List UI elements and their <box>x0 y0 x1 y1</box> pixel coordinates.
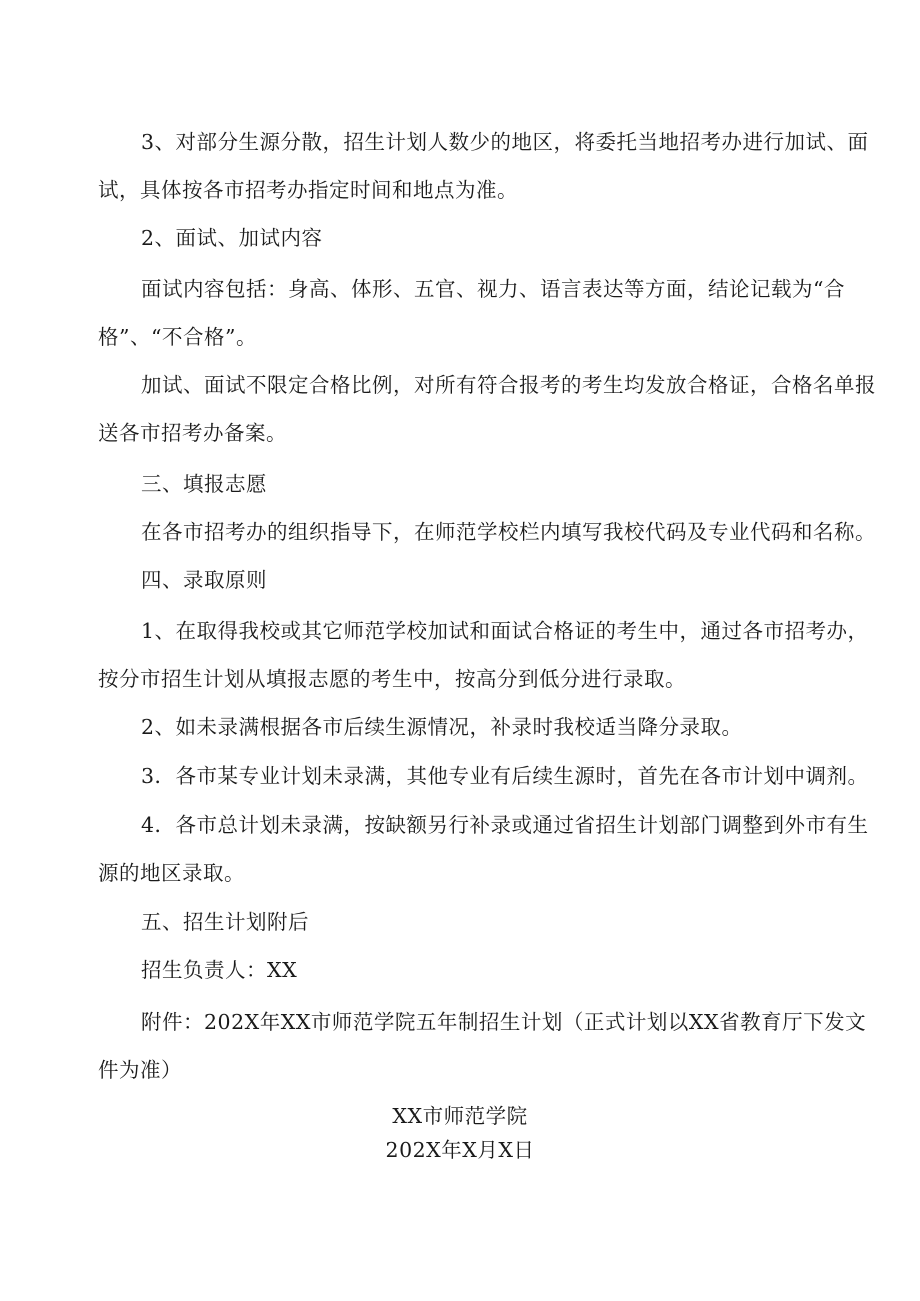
heading-enrollment-plan: 五、招生计划附后 <box>141 910 309 934</box>
paragraph-interview-local-arrangement: 3、对部分生源分散，招生计划人数少的地区，将委托当地招考办进行加试、面试，具体按各市招考办指定时间和地点为准。 <box>98 130 869 202</box>
paragraph-interview-items: 面试内容包括：身高、体形、五官、视力、语言表达等方面，结论记载为“合格”、“不合格”。 <box>98 277 845 349</box>
heading-admission-principles: 四、录取原则 <box>141 568 267 592</box>
heading-fill-application: 三、填报志愿 <box>141 472 267 496</box>
paragraph-admission-rule-4: 4．各市总计划未录满，按缺额另行补录或通过省招生计划部门调整到外市有生源的地区录取。 <box>98 813 869 885</box>
paragraph-qualification-list: 加试、面试不限定合格比例，对所有符合报考的考生均发放合格证，合格名单报送各市招考办备案。 <box>98 373 876 445</box>
paragraph-fill-application: 在各市招考办的组织指导下，在师范学校栏内填写我校代码及专业代码和名称。 <box>141 520 876 544</box>
paragraph-admission-rule-2: 2、如未录满根据各市后续生源情况，补录时我校适当降分录取。 <box>141 715 743 739</box>
paragraph-admission-rule-3: 3．各市某专业计划未录满，其他专业有后续生源时，首先在各市计划中调剂。 <box>141 764 869 788</box>
heading-interview-content: 2、面试、加试内容 <box>141 226 323 250</box>
paragraph-responsible-person: 招生负责人：XX <box>141 958 298 982</box>
signature-organization: XX市师范学院 <box>392 1104 528 1128</box>
paragraph-admission-rule-1: 1、在取得我校或其它师范学校加试和面试合格证的考生中，通过各市招考办，按分市招生计划从填报志愿的考生中，按高分到低分进行录取。 <box>98 619 869 691</box>
signature-date: 202X年X月X日 <box>385 1138 535 1162</box>
paragraph-attachment: 附件：202X年XX市师范学院五年制招生计划（正式计划以XX省教育厅下发文件为准） <box>98 1010 867 1082</box>
